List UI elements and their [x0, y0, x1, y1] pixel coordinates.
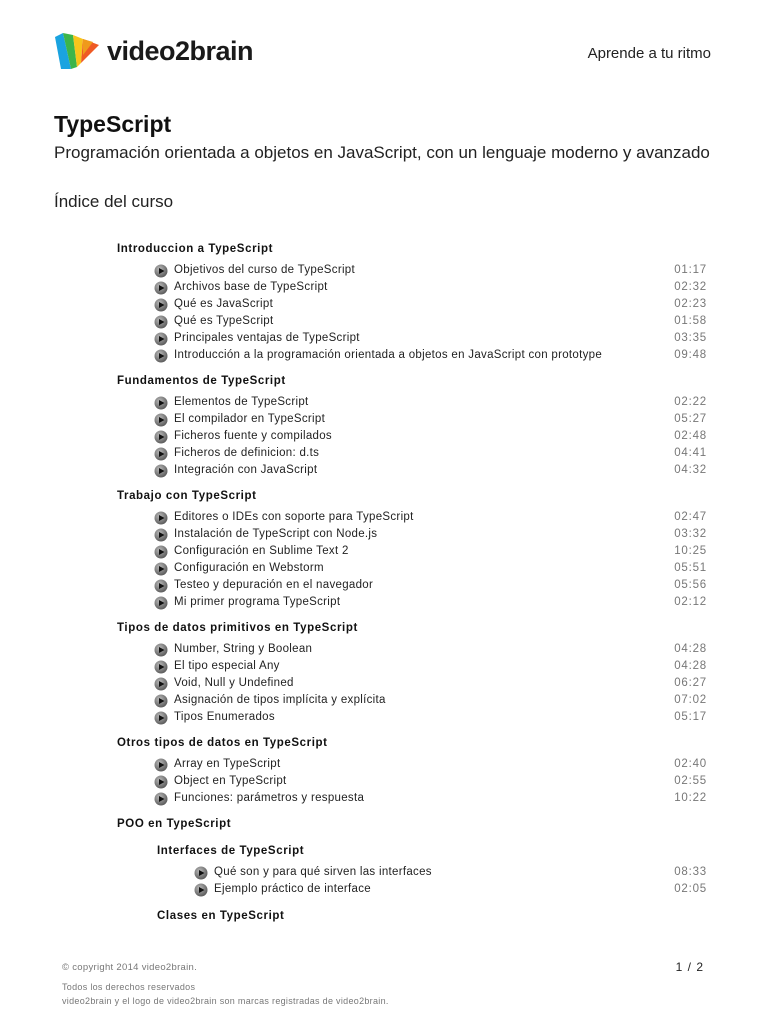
lesson-title[interactable]: Archivos base de TypeScript [174, 281, 328, 293]
lesson-title[interactable]: Testeo y depuración en el navegador [174, 579, 374, 591]
section-title: Introduccion a TypeScript [117, 243, 273, 255]
lesson-duration: 05:56 [674, 579, 707, 591]
lesson-row[interactable] [0, 560, 768, 577]
section-spacer [0, 611, 768, 617]
course-subtitle: Programación orientada a objetos en JavaScript, con un lenguaje moderno y avanzado [54, 143, 710, 162]
play-icon[interactable] [154, 596, 168, 610]
play-icon[interactable] [154, 332, 168, 346]
section-title: Tipos de datos primitivos en TypeScript [117, 622, 358, 634]
section-spacer [0, 479, 768, 485]
section-title: Trabajo con TypeScript [117, 490, 257, 502]
lesson-duration: 06:27 [674, 677, 707, 689]
tagline: Aprende a tu ritmo [587, 45, 711, 62]
play-icon[interactable] [154, 643, 168, 657]
lesson-row[interactable] [0, 692, 768, 709]
lesson-title[interactable]: Introducción a la programación orientada a objetos en JavaScript con prototype [174, 349, 603, 361]
lesson-duration: 10:25 [674, 545, 707, 557]
lesson-title[interactable]: Ficheros fuente y compilados [174, 430, 332, 442]
play-icon[interactable] [154, 281, 168, 295]
lesson-duration: 01:58 [674, 315, 707, 327]
index-heading: Índice del curso [54, 192, 174, 211]
lesson-duration: 02:48 [674, 430, 707, 442]
lesson-title[interactable]: El compilador en TypeScript [174, 413, 326, 425]
page-number: 1 / 2 [675, 960, 704, 974]
lesson-duration: 09:48 [674, 349, 707, 361]
lesson-row[interactable] [0, 709, 768, 726]
play-icon[interactable] [154, 694, 168, 708]
lesson-title[interactable]: Qué es TypeScript [174, 315, 274, 327]
play-icon[interactable] [154, 528, 168, 542]
lesson-row[interactable] [0, 462, 768, 479]
footer-rights: Todos los derechos reservados [62, 982, 196, 992]
lesson-duration: 02:05 [674, 883, 707, 895]
lesson-title[interactable]: Elementos de TypeScript [174, 396, 309, 408]
play-icon[interactable] [154, 464, 168, 478]
play-icon[interactable] [154, 711, 168, 725]
lesson-row[interactable] [0, 313, 768, 330]
lesson-duration: 02:22 [674, 396, 707, 408]
lesson-duration: 10:22 [674, 792, 707, 804]
play-icon[interactable] [154, 447, 168, 461]
play-icon[interactable] [154, 775, 168, 789]
lesson-row[interactable] [0, 658, 768, 675]
lesson-title[interactable]: Integración con JavaScript [174, 464, 318, 476]
section-title: Fundamentos de TypeScript [117, 375, 286, 387]
play-icon[interactable] [154, 396, 168, 410]
lesson-title[interactable]: Void, Null y Undefined [174, 677, 294, 689]
play-icon[interactable] [154, 298, 168, 312]
lesson-row[interactable] [0, 594, 768, 611]
section-spacer [0, 807, 768, 813]
lesson-duration: 03:32 [674, 528, 707, 540]
subsection-title: Clases en TypeScript [157, 910, 285, 922]
play-icon[interactable] [154, 430, 168, 444]
lesson-title[interactable]: Editores o IDEs con soporte para TypeScript [174, 511, 414, 523]
lesson-title[interactable]: Principales ventajas de TypeScript [174, 332, 360, 344]
play-icon[interactable] [154, 562, 168, 576]
lesson-title[interactable]: Ejemplo práctico de interface [214, 883, 371, 895]
lesson-row[interactable] [0, 509, 768, 526]
lesson-duration: 02:23 [674, 298, 707, 310]
lesson-title[interactable]: Object en TypeScript [174, 775, 287, 787]
play-icon[interactable] [154, 349, 168, 363]
lesson-title[interactable]: Instalación de TypeScript con Node.js [174, 528, 378, 540]
lesson-duration: 04:28 [674, 660, 707, 672]
section-spacer [0, 364, 768, 370]
lesson-title[interactable]: Mi primer programa TypeScript [174, 596, 341, 608]
lesson-title[interactable]: Qué es JavaScript [174, 298, 274, 310]
lesson-row[interactable] [0, 394, 768, 411]
footer-copyright: © copyright 2014 video2brain. [62, 962, 198, 973]
play-icon[interactable] [154, 792, 168, 806]
lesson-row[interactable] [0, 675, 768, 692]
play-icon[interactable] [154, 264, 168, 278]
lesson-title[interactable]: Configuración en Webstorm [174, 562, 324, 574]
section-spacer [0, 929, 768, 935]
lesson-row[interactable] [0, 773, 768, 790]
section-title: POO en TypeScript [117, 818, 232, 830]
lesson-title[interactable]: Asignación de tipos implícita y explícita [174, 694, 386, 706]
lesson-duration: 08:33 [674, 866, 707, 878]
lesson-row[interactable] [0, 347, 768, 364]
play-icon[interactable] [154, 545, 168, 559]
lesson-duration: 02:40 [674, 758, 707, 770]
lesson-duration: 02:55 [674, 775, 707, 787]
lesson-row[interactable] [0, 641, 768, 658]
lesson-row[interactable] [0, 526, 768, 543]
lesson-row[interactable] [0, 790, 768, 807]
lesson-row[interactable] [0, 577, 768, 594]
section-spacer [0, 726, 768, 732]
brand-logo[interactable] [53, 31, 253, 71]
section-title: Otros tipos de datos en TypeScript [117, 737, 328, 749]
lesson-row[interactable] [0, 864, 768, 881]
lesson-title[interactable]: Objetivos del curso de TypeScript [174, 264, 355, 276]
lesson-duration: 04:28 [674, 643, 707, 655]
course-title: TypeScript [54, 111, 172, 137]
lesson-row[interactable] [0, 543, 768, 560]
page-header [0, 0, 768, 90]
play-icon[interactable] [154, 660, 168, 674]
lesson-duration: 04:41 [674, 447, 707, 459]
play-icon[interactable] [154, 315, 168, 329]
lesson-title[interactable]: El tipo especial Any [174, 660, 280, 672]
lesson-row[interactable] [0, 279, 768, 296]
play-icon[interactable] [154, 677, 168, 691]
lesson-title[interactable]: Ficheros de definicion: d.ts [174, 447, 320, 459]
course-index [0, 238, 768, 935]
logo-wordmark: video2brain [107, 35, 254, 66]
lesson-title[interactable]: Qué son y para qué sirven las interfaces [214, 866, 432, 878]
lesson-row[interactable] [0, 262, 768, 279]
play-icon[interactable] [154, 413, 168, 427]
lesson-duration: 02:12 [674, 596, 707, 608]
footer-trademark: video2brain y el logo de video2brain son marcas registradas de video2brain. [62, 996, 389, 1006]
play-icon[interactable] [154, 511, 168, 525]
play-icon[interactable] [194, 883, 208, 897]
lesson-title[interactable]: Array en TypeScript [174, 758, 281, 770]
lesson-duration: 07:02 [674, 694, 707, 706]
subsection-title: Interfaces de TypeScript [157, 845, 305, 857]
play-icon[interactable] [154, 758, 168, 772]
lesson-row[interactable] [0, 330, 768, 347]
lesson-row[interactable] [0, 296, 768, 313]
lesson-duration: 05:27 [674, 413, 707, 425]
lesson-duration: 05:17 [674, 711, 707, 723]
lesson-row[interactable] [0, 428, 768, 445]
lesson-row[interactable] [0, 756, 768, 773]
lesson-title[interactable]: Number, String y Boolean [174, 643, 313, 655]
lesson-row[interactable] [0, 881, 768, 898]
lesson-duration: 04:32 [674, 464, 707, 476]
lesson-title[interactable]: Funciones: parámetros y respuesta [174, 792, 365, 804]
lesson-title[interactable]: Tipos Enumerados [174, 711, 275, 723]
lesson-duration: 03:35 [674, 332, 707, 344]
lesson-duration: 01:17 [674, 264, 707, 276]
video2brain-logo-icon [53, 31, 99, 71]
lesson-duration: 05:51 [674, 562, 707, 574]
lesson-row[interactable] [0, 411, 768, 428]
lesson-row[interactable] [0, 445, 768, 462]
lesson-duration: 02:32 [674, 281, 707, 293]
lesson-title[interactable]: Configuración en Sublime Text 2 [174, 545, 349, 557]
play-icon[interactable] [154, 579, 168, 593]
lesson-duration: 02:47 [674, 511, 707, 523]
play-icon[interactable] [194, 866, 208, 880]
